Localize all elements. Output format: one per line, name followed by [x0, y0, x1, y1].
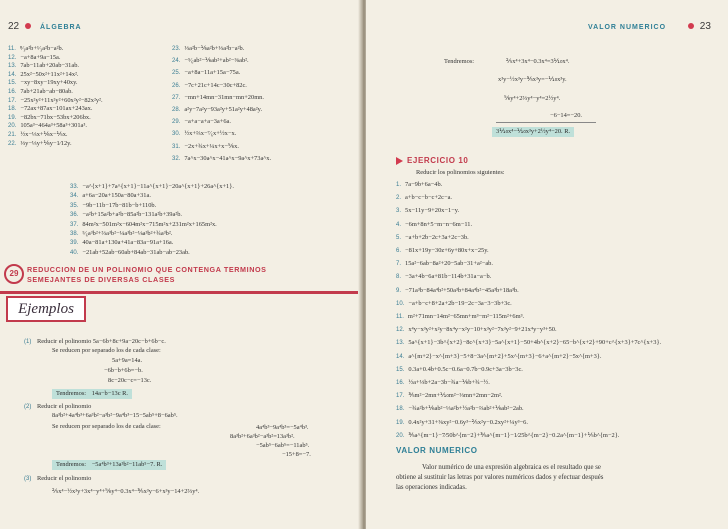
example-label: (1) [24, 339, 32, 345]
exercise-expression: −21ab+52ab−60ab+84ab−31ab−ab−23ab. [82, 248, 190, 256]
exercise-expression: −6m+8n+5−m−n−6m−11. [405, 220, 473, 228]
ejemplos-rule [0, 291, 358, 294]
section-number-badge: 29 [4, 264, 24, 284]
example-1-step: 5a+9a=14a. [112, 357, 143, 364]
exercise-expression: −xy−8xy−19xy+40xy. [20, 79, 78, 87]
exercise-number: 34. [70, 193, 79, 200]
example-2-text [24, 403, 91, 411]
exercise-number: 38. [70, 231, 79, 237]
exercise-expression: a²y−7a²y−93a²y+51a²y+48a²y. [184, 106, 263, 113]
exercise-item [8, 131, 68, 139]
top-line: −6−14=−20. [550, 112, 582, 119]
exercise-number: 23. [172, 46, 181, 52]
exercise-expression: −a+8a−11a+15a−75a. [184, 69, 241, 77]
exercise-number: 16. [8, 89, 17, 95]
exercise-expression: 5a^{x+1}−3b^{x+2}−8c^{x+3}−5a^{x+1}−50+4b^{x+2}−65−b^{x+2}+90+c^{x+3}+7c^{x+3}. [408, 339, 662, 347]
exercise-expression: 40a−81a+130a+41a−83a−91a+16a. [82, 239, 174, 247]
right-page [366, 0, 728, 529]
result-label: Tendremos: [56, 390, 87, 397]
exercise-number: 3. [396, 208, 402, 215]
exercise-item [172, 45, 244, 53]
exercise-item [396, 392, 502, 400]
exercise-number: 37. [70, 221, 79, 228]
example-2-step: −5ab⁵−6ab⁵=−11ab⁵. [256, 442, 310, 449]
exercise-number: 31. [172, 143, 181, 150]
exercise-expression: −mn+14mn−31mn−mn+20mn. [184, 93, 264, 101]
exercise-item [172, 118, 231, 126]
exercise-item [172, 155, 271, 163]
result-value: −5a⁴b³+13a³b²−11ab⁵−7. R. [91, 461, 163, 468]
example-1-step: −6b−b+6b=−b. [104, 367, 143, 374]
example-1-text [24, 338, 166, 346]
exercise-expression: 105a³−464a³+58a³+301a³. [20, 122, 87, 130]
exercise-number: 18. [396, 406, 405, 413]
example-1-result-box [52, 389, 132, 399]
exercise-expression: −⁵⁄₆ab²−⅙ab²+ab²−⅜ab². [184, 57, 249, 65]
ejemplos-label: Ejemplos [6, 296, 86, 322]
exercise-number: 12. [8, 54, 17, 61]
exercise-item [172, 69, 240, 77]
exercise-expression: ⅗m²−2mn+⅒m²−⅓mn+2mn−2m². [408, 392, 503, 400]
exercise-expression: 7a−9b+6a−4b. [405, 181, 443, 188]
exercise-intro: Reducir los polinomios siguientes: [416, 169, 505, 176]
top-line: ⅖x⁴+3x⁴−0.3x⁴=3⅒x⁴. [506, 58, 570, 65]
exercise-number: 13. [396, 340, 405, 347]
exercise-number: 6. [396, 248, 402, 254]
exercise-item [70, 192, 151, 200]
exercise-item [70, 249, 190, 257]
paragraph-line: obtiene al sustituir las letras por valores numéricos dados y efectuar después [396, 474, 604, 481]
exercise-number: 21. [8, 132, 17, 138]
example-label: (3) [24, 476, 32, 482]
exercise-expression: −a+b+2b−2c+3a+2c−3b. [405, 233, 469, 241]
exercise-expression: −7c+21c+14c−30c+82c. [184, 81, 247, 89]
exercise-item [8, 122, 87, 130]
exercise-number: 20. [396, 432, 405, 439]
exercise-expression: m²+71mn−14m²−65mn+m³−m²−115m²+6m³. [407, 313, 525, 320]
exercise-item [396, 366, 523, 374]
example-2-note: Se reducen por separado los de cada clase: [52, 423, 161, 430]
exercise-item [8, 54, 61, 62]
exercise-expression: 7ab+21ab−ab−80ab. [20, 88, 73, 95]
exercise-expression: −a²b+15a²b+a²b−85a²b−131a²b+39a²b. [82, 211, 183, 219]
exercise-number: 9. [396, 287, 402, 294]
exercise-item [172, 57, 249, 65]
section-title-line2: SEMEJANTES DE DIVERSAS CLASES [27, 275, 175, 284]
exercise-number: 18. [8, 106, 17, 113]
exercise-expression: −a^{x+1}+7a^{x+1}−11a^{x+1}−20a^{x+1}+26a^{x+1}. [82, 183, 234, 190]
exercise-number: 28. [172, 107, 181, 113]
exercise-item [8, 140, 72, 148]
exercise-number: 7. [396, 261, 402, 268]
exercise-number: 24. [172, 58, 181, 65]
exercise-item [396, 313, 524, 321]
exercise-item [70, 211, 182, 219]
tendremos-label: Tendremos: [444, 58, 475, 65]
exercise-number: 36. [70, 212, 79, 219]
exercise-item [8, 114, 91, 122]
exercise-expression: 0.3a+0.4b+0.5c−0.6a−0.7b−0.9c+3a−3b−3c. [408, 365, 523, 373]
exercise-expression: ½x+⅔x−⁷⁄₆x+½x−x. [184, 130, 237, 138]
exercise-item [172, 94, 264, 102]
example-2-result-box [52, 460, 166, 470]
exercise-number: 29. [172, 119, 181, 126]
example-statement: Reducir el polinomio [36, 403, 92, 410]
exercise-item [70, 230, 172, 238]
top-line: x³y−½x³y−⅗x³y=−⅒x³y. [498, 76, 567, 83]
exercise-expression: 7ab−11ab+20ab−31ab. [20, 62, 80, 70]
exercise-number: 15. [8, 80, 17, 87]
exercise-number: 40. [70, 249, 79, 256]
exercise-number: 11. [396, 314, 404, 320]
exercise-item [396, 260, 493, 268]
exercise-expression: ⅗a^{m−1}−7⁄50b^{m−2}+⅗a^{m−1}−1⁄25b^{m−2}−0.2a^{m−1}+⅕b^{m−2}. [408, 431, 620, 439]
exercise-expression: x⁴y−x³y²+x²y−8x⁴y−x²y−10+x³y²−7x³y²−9+21x⁴y−y³+50. [408, 326, 557, 334]
exercise-number: 19. [8, 114, 17, 121]
exercise-item [396, 419, 528, 427]
section-title-valor: VALOR NUMERICO [396, 446, 478, 455]
running-header-right: VALOR NUMERICO [588, 24, 667, 31]
example-statement: Reducir el polinomio [36, 475, 92, 482]
example-1-step: 8c−20c−c=−13c. [108, 377, 152, 384]
exercise-expression: −a+8a+9a−15a. [20, 53, 61, 61]
exercise-expression: −72ax+87ax−101ax+243ax. [20, 105, 93, 113]
exercise-item [396, 300, 512, 308]
exercise-number: 15. [396, 366, 405, 373]
exercise-number: 5. [396, 234, 402, 241]
exercise-item [172, 106, 262, 114]
exercise-number: 22. [8, 140, 17, 147]
top-line: ⅚y⁴+2⅔y⁴−y⁴=2½y⁴. [504, 95, 561, 102]
example-2-poly: 8a³b²+4a⁴b³+6a³b²−a³b²−9a⁴b³−15−5ab⁵+8−6ab⁵. [52, 412, 178, 419]
exercise-item [396, 181, 442, 189]
exercise-number: 20. [8, 123, 17, 130]
exercise-item [396, 221, 472, 229]
exercise-item [396, 432, 619, 440]
exercise-expression: −a+b−c+8+2a+2b−19−2c−3a−3−3b+3c. [408, 299, 512, 307]
exercise-expression: ½x−⅓x+⅙x−⅕x. [20, 131, 68, 138]
exercise-item [172, 143, 239, 151]
exercise-item [396, 405, 524, 413]
exercise-number: 17. [396, 393, 405, 400]
arrow-marker-icon [396, 157, 403, 165]
exercise-number: 26. [172, 82, 181, 89]
page-number-right [688, 21, 711, 32]
example-statement: Reducir el polinomio 5a−6b+8c+9a−20c−b+6b−c. [36, 338, 166, 345]
exercise-number: 39. [70, 240, 79, 247]
exercise-item [396, 273, 491, 281]
example-2-step: −15+8=−7. [282, 451, 311, 458]
exercise-expression: 0.4x²y+31+⅜xy²−0.6y³−⅖x²y−0.2xy²+¼y³−6. [408, 418, 528, 426]
exercise-item [8, 88, 73, 96]
result-label: Tendremos: [56, 461, 87, 468]
exercise-number: 11. [8, 46, 16, 52]
exercise-expression: 7a^x−30a^x−41a^x−9a^x+73a^x. [184, 154, 272, 162]
exercise-expression: ⁵⁄₆a³b²+⅔a³b²−¼a³b²−⅛a³b²+¾a³b². [82, 230, 173, 237]
top-result-box: 3⅒x⁴−⅒x³y+2½y⁴−20. R. [492, 127, 574, 137]
bullet-dot-icon [688, 23, 694, 29]
exercise-item [396, 339, 661, 347]
exercise-expression: −a+a−a+a−3a+6a. [184, 118, 231, 126]
exercise-expression: a+6a−20a+150a−80a+31a. [82, 192, 151, 200]
exercise-number: 1. [396, 182, 402, 188]
exercise-item [70, 183, 234, 191]
paragraph-line: las operaciones indicadas. [396, 484, 467, 491]
exercise-item [396, 247, 489, 255]
exercise-number: 16. [396, 380, 405, 386]
exercise-item [8, 97, 103, 105]
exercise-expression: 15a²−6ab−8a²+20−5ab−31+a²−ab. [405, 260, 493, 268]
exercise-item [8, 79, 77, 87]
exercise-number: 33. [70, 184, 79, 190]
exercise-expression: −2x+¾x+¼x+x−⅚x. [184, 142, 239, 150]
paragraph-line: Valor numérico de una expresión algebraica es el resultado que se [422, 464, 601, 471]
exercise-expression: −82bx−71bx−53bx+206bx. [20, 113, 91, 121]
exercise-number: 30. [172, 131, 181, 138]
example-3-text [24, 475, 91, 483]
page-number-text: 23 [699, 21, 711, 32]
example-2-step: 4a⁴b³−9a⁴b³=−5a⁴b³. [256, 424, 309, 431]
page-number-left [8, 21, 31, 32]
exercise-expression: ½a+⅓b+2a−3b−¾a−⅙b+¾−½. [408, 379, 490, 386]
exercise-title [396, 156, 468, 166]
exercise-title-text: EJERCICIO 10 [407, 156, 469, 165]
exercise-expression: a^{m+2}−x^{m+3}−5+8−3a^{m+2}+5x^{m+3}−6+a^{m+2}−5x^{m+3}. [408, 352, 602, 360]
exercise-expression: 5x−11y−9+20x−1−y. [405, 207, 460, 215]
exercise-number: 14. [8, 71, 17, 78]
exercise-item [396, 234, 469, 242]
section-title-line1: REDUCCION DE UN POLINOMIO QUE CONTENGA TERMINOS [27, 265, 267, 274]
exercise-number: 4. [396, 221, 402, 228]
exercise-item [172, 82, 247, 90]
example-label: (2) [24, 404, 32, 410]
exercise-number: 35. [70, 202, 79, 209]
exercise-number: 17. [8, 97, 17, 104]
exercise-item [396, 287, 519, 295]
left-page [0, 0, 362, 529]
exercise-expression: −81x+19y−30z+6y+80x+x−25y. [405, 247, 489, 254]
example-2-step: 8a³b²+6a³b²−a³b²=13a³b². [230, 433, 295, 440]
exercise-number: 14. [396, 353, 405, 360]
page-number-text: 22 [8, 21, 20, 32]
exercise-expression: 84m²x−501m²x−604m²x−715m²x+231m²x+165m²x. [82, 220, 217, 228]
exercise-number: 10. [396, 300, 405, 307]
exercise-item [70, 202, 156, 210]
result-value: 14a−b−13c R. [91, 390, 129, 397]
exercise-expression: 25x²−50x²+11x²+14x². [20, 70, 79, 78]
example-1-note: Se reducen por separado los de cada clase: [52, 347, 161, 354]
exercise-item [8, 45, 63, 53]
exercise-number: 32. [172, 155, 181, 162]
exercise-item [70, 221, 217, 229]
exercise-number: 13. [8, 63, 17, 70]
exercise-number: 8. [396, 274, 402, 281]
exercise-item [396, 379, 490, 387]
exercise-item [8, 71, 79, 79]
exercise-expression: −¾a²b+⅙ab²−⅓a²b+½a²b−⅔ab²+⅙ab²−2ab. [408, 405, 524, 413]
exercise-number: 27. [172, 94, 181, 101]
exercise-number: 12. [396, 327, 405, 334]
exercise-number: 19. [396, 419, 405, 426]
exercise-expression: −9b−11b−17b−81b−b+110b. [82, 201, 157, 209]
example-3-poly: ⅖x⁴−½x³y+3x⁴−y⁴+⅚y⁴−0.3x⁴−⅗x³y−6+x³y−14+2⅔y⁴. [52, 488, 200, 495]
exercise-item [396, 353, 601, 361]
exercise-number: 25. [172, 70, 181, 77]
exercise-item [8, 62, 79, 70]
exercise-item [396, 207, 459, 215]
exercise-item [396, 326, 557, 334]
exercise-item [396, 194, 452, 202]
exercise-expression: a+b−c−b−c+2c−a. [405, 194, 453, 202]
exercise-expression: ⅓a²b−⅙a²b+⅓a²b−a²b. [184, 45, 245, 52]
exercise-expression: −71a³b−84a⁴b²+50a³b+84a⁴b²−45a³b+18a³b. [405, 286, 519, 294]
exercise-item [172, 130, 236, 138]
exercise-expression: ⁸⁄₃a²b+¹⁄₃a²b−a²b. [19, 45, 64, 52]
exercise-item [70, 239, 173, 247]
sum-rule [496, 122, 596, 123]
running-header-left: ÁLGEBRA [40, 24, 82, 31]
exercise-expression: −25x²y²+11x²y²+60x²y²−82x²y². [20, 96, 103, 104]
exercise-number: 2. [396, 195, 402, 202]
exercise-expression: ⅓y−⅓y+⅙y−1⁄12y. [20, 139, 72, 147]
exercise-item [8, 105, 92, 113]
exercise-expression: −3a+4b−6a+81b−114b+31a−a−b. [405, 273, 492, 281]
bullet-dot-icon [25, 23, 31, 29]
